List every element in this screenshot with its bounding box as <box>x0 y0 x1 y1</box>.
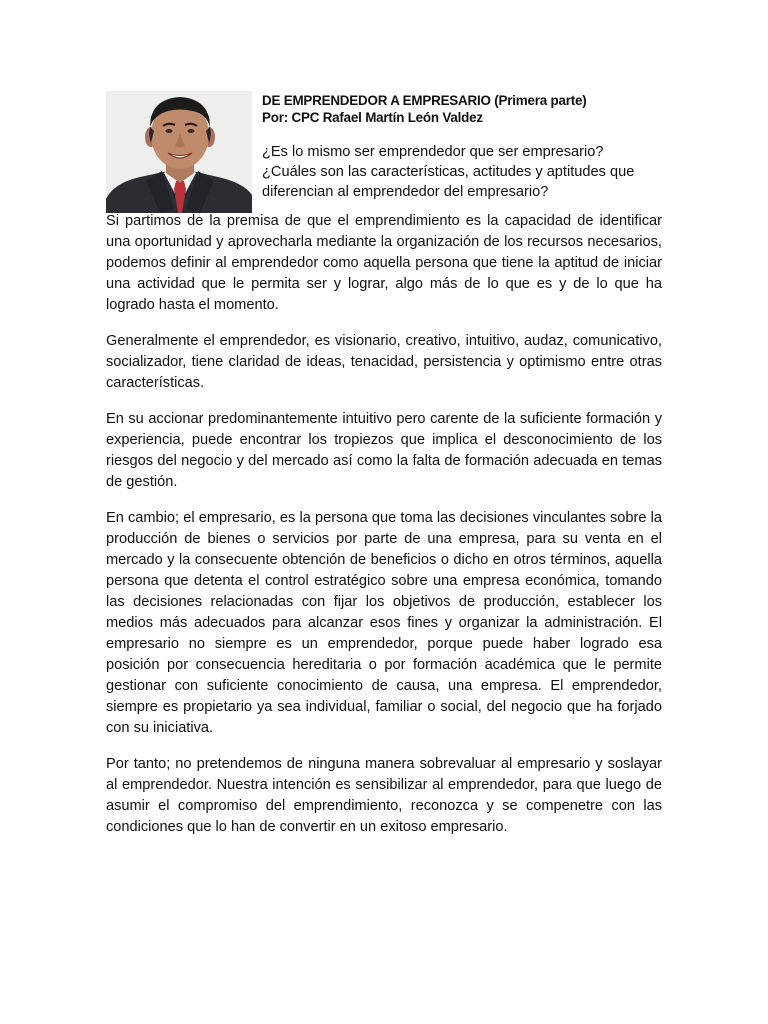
body-paragraph: Generalmente el emprendedor, es visionario, creativo, intuitivo, audaz, comunicativo, socializador, tiene claridad de ideas, tenacidad, persistencia y optimismo entre otras características. <box>106 333 662 391</box>
body-paragraph: En su accionar predominantemente intuitivo pero carente de la suficiente formación y experiencia, puede encontrar los tropiezos que implica el desconocimiento de los riesgos del negocio y del mercado así como la falta de formación adecuada en temas de gestión. <box>106 411 662 490</box>
body-paragraph: Por tanto; no pretendemos de ninguna manera sobrevaluar al empresario y soslayar al emprendedor. Nuestra intención es sensibilizar al emprendedor, para que luego de asumir el compromiso del emprendimiento, reconozca y se compenetre con las condiciones que lo han de convertir en un exitoso empresario. <box>106 756 662 835</box>
article-author: Por: CPC Rafael Martín León Valdez <box>262 110 483 125</box>
author-portrait <box>106 91 252 213</box>
intro-questions <box>262 142 662 202</box>
intro-question: ¿Cuáles son las características, actitudes y aptitudes que diferencian al emprendedor del empresario? <box>262 164 635 200</box>
body-paragraph: En cambio; el empresario, es la persona que toma las decisiones vinculantes sobre la producción de bienes o servicios por parte de una empresa, para su venta en el mercado y la consecuente obtención de beneficios o dicho en otros términos, aquella persona que detenta el control estratégico sobre una empresa económica, tomando las decisiones relacionadas con fijar los objetivos de producción, establecer los medios más adecuados para alcanzar esos fines y organizar la administración. El empresario no siempre es un emprendedor, porque puede haber logrado esa posición por consecuencia hereditaria o por formación académica que le permite gestionar con suficiente conocimiento de causa, una empresa. El emprendedor, siempre es propietario ya sea individual, familiar o social, del negocio que ha forjado con su iniciativa. <box>106 510 662 736</box>
article-title: DE EMPRENDEDOR A EMPRESARIO (Primera parte) <box>262 93 587 108</box>
article-body <box>106 211 662 853</box>
body-paragraph: Si partimos de la premisa de que el emprendimiento es la capacidad de identificar una oportunidad y aprovecharla mediante la organización de los recursos necesarios, podemos definir al emprendedor como aquella persona que tiene la aptitud de iniciar una actividad que le permita ser y lograr, algo más de lo que es y de lo que ha logrado hasta el momento. <box>106 213 662 313</box>
article-header <box>262 92 662 202</box>
intro-question: ¿Es lo mismo ser emprendedor que ser empresario? <box>262 144 604 160</box>
